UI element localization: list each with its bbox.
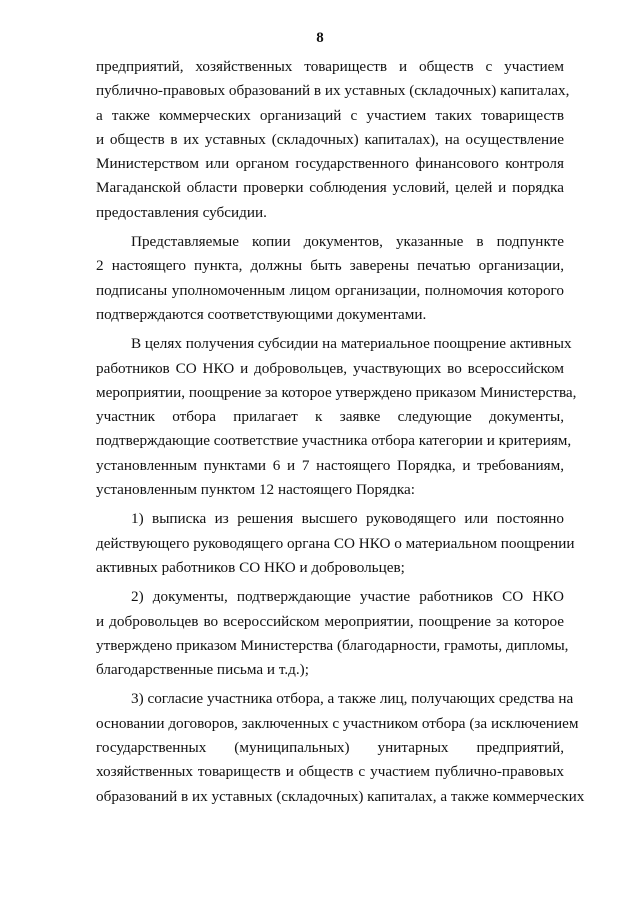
- paragraph-line: В целях получения субсидии на материальное поощрение активных: [131, 335, 572, 353]
- paragraph: [96, 55, 570, 225]
- paragraph-line: Представляемые копии документов, указанные в подпункте: [131, 233, 564, 251]
- paragraph-line: образований в их уставных (складочных) капиталах, а также коммерческих: [96, 787, 585, 805]
- paragraph-line: подтверждаются соответствующими документами.: [96, 305, 427, 323]
- paragraph-line: 2 настоящего пункта, должны быть заверены печатью организации,: [96, 257, 564, 275]
- paragraph-line: действующего руководящего органа СО НКО о материальном поощрении: [96, 534, 575, 552]
- paragraph-line: публично-правовых образований в их уставных (складочных) капиталах,: [96, 82, 570, 100]
- paragraph-line: утверждено приказом Министерства (благодарности, грамоты, дипломы,: [96, 636, 569, 654]
- paragraph-line: 2) документы, подтверждающие участие работников СО НКО: [131, 588, 564, 606]
- paragraph-line: участник отбора прилагает к заявке следующие документы,: [96, 408, 564, 426]
- paragraph-line: Магаданской области проверки соблюдения условий, целей и порядка: [96, 179, 564, 197]
- paragraph-line: предоставления субсидии.: [96, 203, 267, 221]
- paragraph-line: государственных (муниципальных) унитарных предприятий,: [96, 739, 564, 757]
- paragraph-line: установленным пунктами 6 и 7 настоящего Порядка, и требованиям,: [96, 456, 564, 474]
- paragraph-line: а также коммерческих организаций с участием таких товариществ: [96, 106, 564, 124]
- paragraph-line: Министерством или органом государственного финансового контроля: [96, 155, 564, 173]
- paragraph-line: мероприятии, поощрение за которое утверждено приказом Министерства,: [96, 383, 577, 401]
- paragraph-line: 3) согласие участника отбора, а также лиц, получающих средства на: [131, 690, 574, 708]
- paragraph-line: основании договоров, заключенных с участником отбора (за исключением: [96, 714, 579, 732]
- paragraph-line: работников СО НКО и добровольцев, участвующих во всероссийском: [96, 359, 564, 377]
- paragraph-line: благодарственные письма и т.д.);: [96, 661, 309, 679]
- paragraph: [96, 687, 585, 808]
- paragraph: [96, 507, 575, 580]
- paragraph: [96, 332, 577, 502]
- paragraph-line: подтверждающие соответствие участника отбора категории и критериям,: [96, 432, 572, 450]
- paragraph-line: и обществ в их уставных (складочных) капиталах), на осуществление: [96, 130, 564, 148]
- page-number: 8: [316, 30, 324, 46]
- document-body: [96, 55, 585, 809]
- paragraph-line: установленным пунктом 12 настоящего Порядка:: [96, 481, 415, 499]
- paragraph: [96, 230, 564, 327]
- paragraph-line: и добровольцев во всероссийском мероприятии, поощрение за которое: [96, 612, 564, 630]
- paragraph-line: подписаны уполномоченным лицом организации, полномочия которого: [96, 281, 564, 299]
- paragraph-line: хозяйственных товариществ и обществ с участием публично-правовых: [96, 763, 564, 781]
- paragraph: [96, 585, 569, 682]
- paragraph-line: активных работников СО НКО и добровольцев;: [96, 558, 405, 576]
- paragraph-line: предприятий, хозяйственных товариществ и обществ с участием: [96, 58, 564, 75]
- paragraph-line: 1) выписка из решения высшего руководящего или постоянно: [131, 510, 564, 528]
